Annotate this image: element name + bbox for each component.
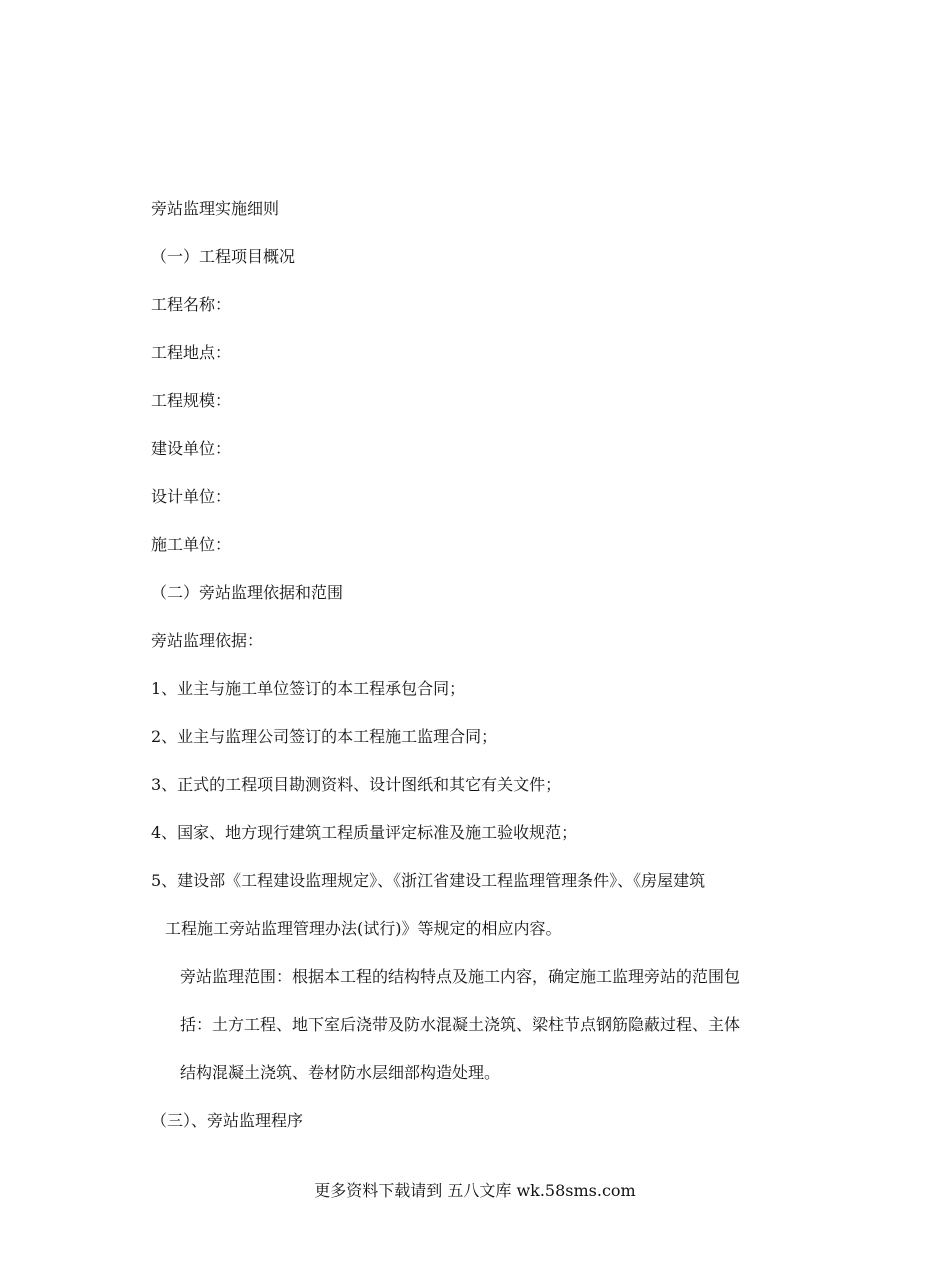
section-heading-2: （二）旁站监理依据和范围	[151, 583, 344, 602]
scope-paragraph-line-3: 结构混凝土浇筑、卷材防水层细部构造处理。	[180, 1063, 501, 1082]
basis-item-5-continued: 工程施工旁站监理管理办法(试行)》等规定的相应内容。	[165, 919, 562, 938]
footer-watermark-text: 更多资料下载请到 五八文库 wk.58sms.com	[314, 1181, 636, 1200]
basis-item-5: 5、建设部《工程建设监理规定》、《浙江省建设工程监理管理条件》、《房屋建筑	[151, 871, 706, 890]
basis-item-4: 4、国家、地方现行建筑工程质量评定标准及施工验收规范；	[151, 823, 578, 842]
basis-label: 旁站监理依据：	[151, 631, 264, 650]
field-project-location: 工程地点：	[151, 343, 232, 362]
section-heading-1: （一）工程项目概况	[151, 247, 296, 266]
scope-paragraph-line-2: 括：土方工程、地下室后浇带及防水混凝土浇筑、梁柱节点钢筋隐蔽过程、主体	[180, 1015, 741, 1034]
basis-item-2: 2、业主与监理公司签订的本工程施工监理合同；	[151, 727, 498, 746]
basis-item-3: 3、正式的工程项目勘测资料、设计图纸和其它有关文件；	[151, 775, 562, 794]
document-title: 旁站监理实施细则	[151, 199, 280, 218]
field-project-scale: 工程规模：	[151, 391, 232, 410]
field-project-name: 工程名称：	[151, 295, 232, 314]
field-design-unit: 设计单位：	[151, 487, 232, 506]
field-owner-unit: 建设单位：	[151, 439, 232, 458]
scope-paragraph-line-1: 旁站监理范围：根据本工程的结构特点及施工内容，确定施工监理旁站的范围包	[180, 967, 741, 986]
field-construction-unit: 施工单位：	[151, 535, 232, 554]
basis-item-1: 1、业主与施工单位签订的本工程承包合同；	[151, 679, 466, 698]
section-heading-3: （三）、旁站监理程序	[151, 1111, 304, 1130]
